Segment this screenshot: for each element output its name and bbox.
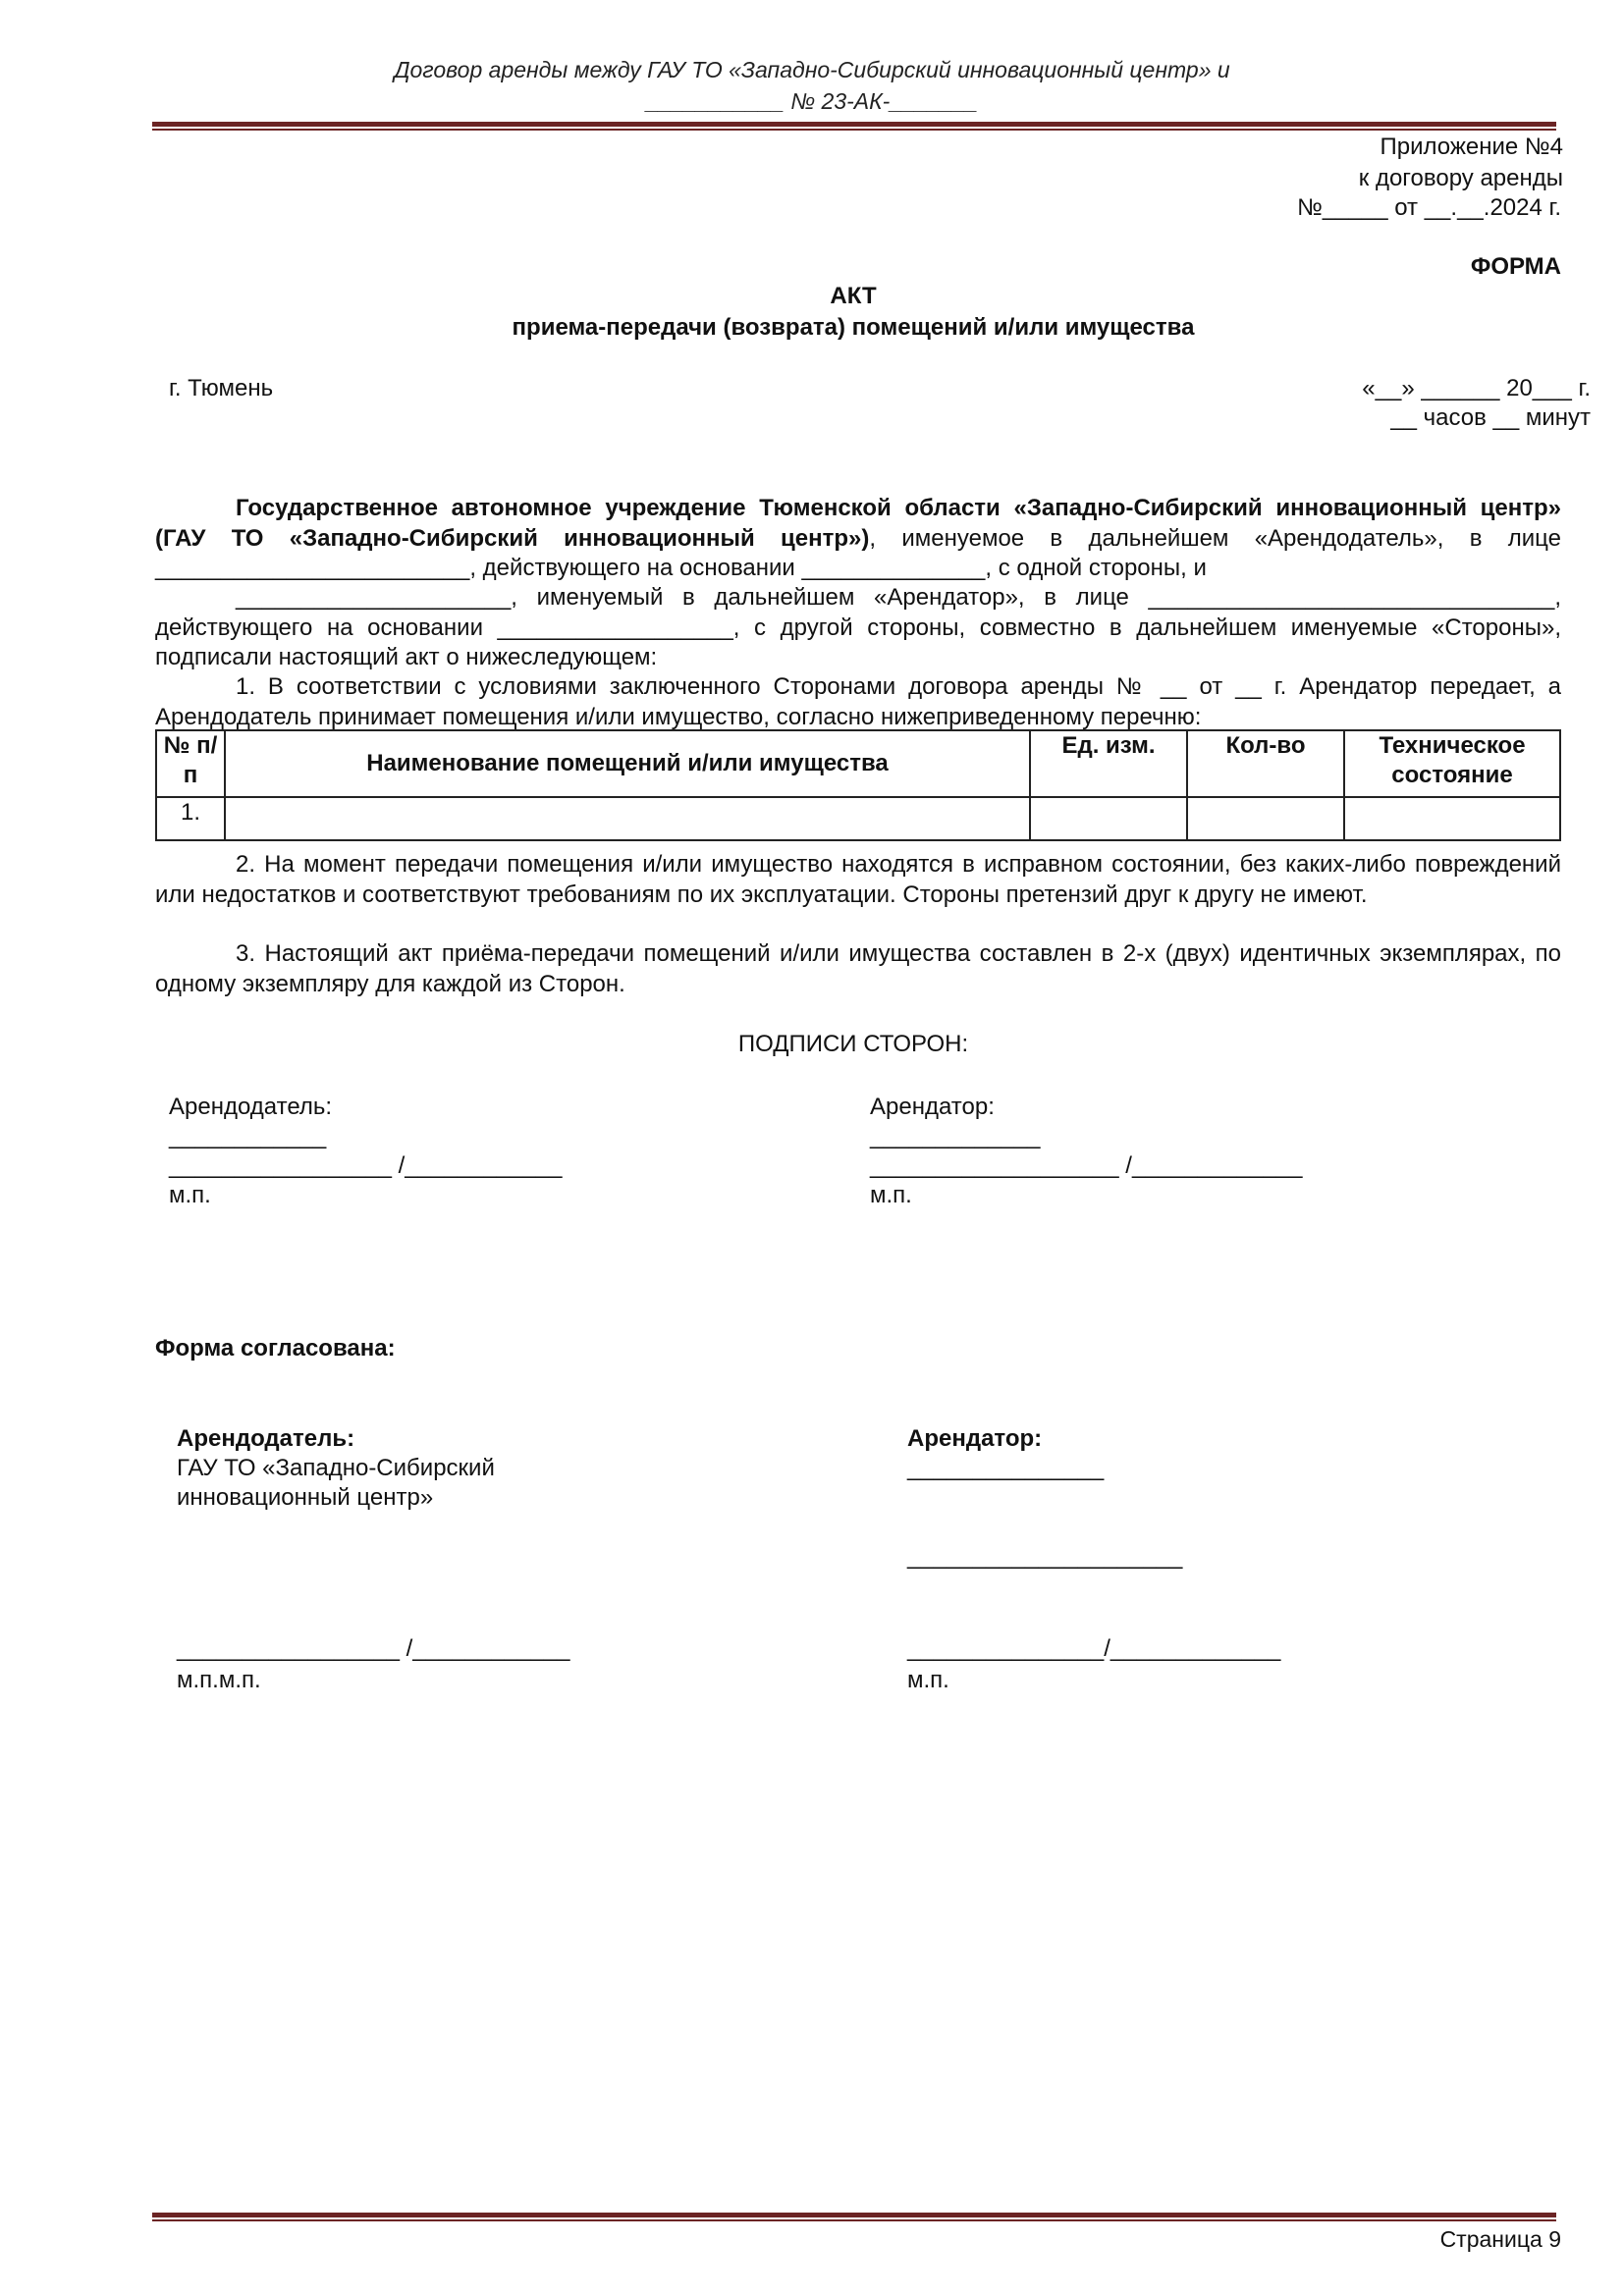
table-row [156, 797, 1560, 840]
cell-number: 1. [156, 797, 225, 840]
header-line-2: ___________ № 23-АК-_______ [646, 88, 978, 114]
agreed-tenant-line-1: _______________ [907, 1455, 1105, 1481]
clause-2: 2. На момент передачи помещения и/или имущество находятся в исправном состоянии, без каких-либо повреждений или недостатков и соответствуют требованиям по их эксплуатации. Стороны претензий друг к другу не имеют. [155, 851, 1561, 908]
agreed-tenant-label: Арендатор: [907, 1425, 1043, 1452]
agreed-tenant-stamp: м.п. [907, 1667, 949, 1693]
agreed-landlord-label: Арендодатель: [177, 1425, 355, 1452]
agreed-landlord-sign: _________________ /____________ [177, 1635, 570, 1662]
appendix-line-2: к договору аренды [1358, 165, 1563, 191]
intro-paragraph-2: _____________________, именуемый в дальнейшем «Арендатор», в лице _______________________________, действующего на основании __________________, с другой стороны, совместно в дальнейшем именуемые «Стороны», подписали настоящий акт о нижеследующем: [155, 584, 1561, 670]
header-line-1: Договор аренды между ГАУ ТО «Западно-Сибирский инновационный центр» и [394, 57, 1230, 82]
col-number: № п/п [156, 730, 225, 797]
act-subtitle: приема-передачи (возврата) помещений и/или имущества [512, 314, 1195, 341]
table-header-row [156, 730, 1560, 797]
tenant-label: Арендатор: [870, 1094, 995, 1120]
col-condition: Техническое состояние [1344, 730, 1560, 797]
org-name: Государственное автономное учреждение Тюменской области «Западно-Сибирский инновационный центр» (ГАУ ТО «Западно-Сибирский инновационный центр») [155, 495, 1561, 552]
clause-1: 1. В соответствии с условиями заключенного Сторонами договора аренды № __ от __ г. Арендатор передает, а Арендодатель принимает помещения и/или имущество, согласно нижеприведенному перечню: [155, 673, 1561, 730]
act-title: АКТ [830, 283, 877, 309]
agreed-tenant-line-2: _____________________ [907, 1543, 1183, 1570]
signatures-title: ПОДПИСИ СТОРОН: [737, 1031, 969, 1057]
landlord-sign-line-1: ____________ [169, 1123, 327, 1149]
tenant-sign-line-2: ___________________ /_____________ [870, 1152, 1303, 1179]
tenant-sign-line-1: _____________ [870, 1123, 1041, 1149]
page-number: Страница 9 [1439, 2226, 1561, 2252]
intro-paragraph [155, 494, 1561, 584]
clause-3: 3. Настоящий акт приёма-передачи помещений и/или имущества составлен в 2-х (двух) идентичных экземплярах, по одному экземпляру для каждой из Сторон. [155, 940, 1561, 997]
agreed-title: Форма согласована: [155, 1335, 396, 1362]
col-qty: Кол-во [1187, 730, 1344, 797]
landlord-label: Арендодатель: [169, 1094, 333, 1120]
intro-rest: , именуемое в дальнейшем «Арендодатель», в лице ________________________, действующего на основании ______________, с одной стороны, и [155, 524, 1562, 581]
header-rule [152, 122, 1556, 127]
appendix-line-1: Приложение №4 [1380, 133, 1563, 160]
date-line: «__» ______ 20___ г. [1362, 375, 1591, 401]
col-name: Наименование помещений и/или имущества [225, 730, 1030, 797]
cell-qty [1187, 797, 1344, 840]
cell-name [225, 797, 1030, 840]
items-table [155, 729, 1561, 841]
agreed-tenant-sign: _______________/_____________ [907, 1635, 1281, 1662]
header-rule-thin [152, 129, 1556, 131]
cell-unit [1030, 797, 1187, 840]
agreed-landlord-org-1: ГАУ ТО «Западно-Сибирский [177, 1455, 495, 1481]
appendix-line-3: №_____ от __.__.2024 г. [1297, 194, 1561, 221]
agreed-landlord-org-2: инновационный центр» [177, 1484, 434, 1511]
form-label: ФОРМА [1470, 253, 1561, 280]
agreed-landlord-stamp: м.п.м.п. [177, 1667, 261, 1693]
footer-rule-thin [152, 2219, 1556, 2221]
col-unit: Ед. изм. [1030, 730, 1187, 797]
time-line: __ часов __ минут [1390, 404, 1591, 431]
footer-rule [152, 2213, 1556, 2217]
cell-condition [1344, 797, 1560, 840]
tenant-stamp: м.п. [870, 1182, 912, 1208]
landlord-sign-line-2: _________________ /____________ [169, 1152, 563, 1179]
place: г. Тюмень [169, 375, 274, 401]
landlord-stamp: м.п. [169, 1182, 211, 1208]
